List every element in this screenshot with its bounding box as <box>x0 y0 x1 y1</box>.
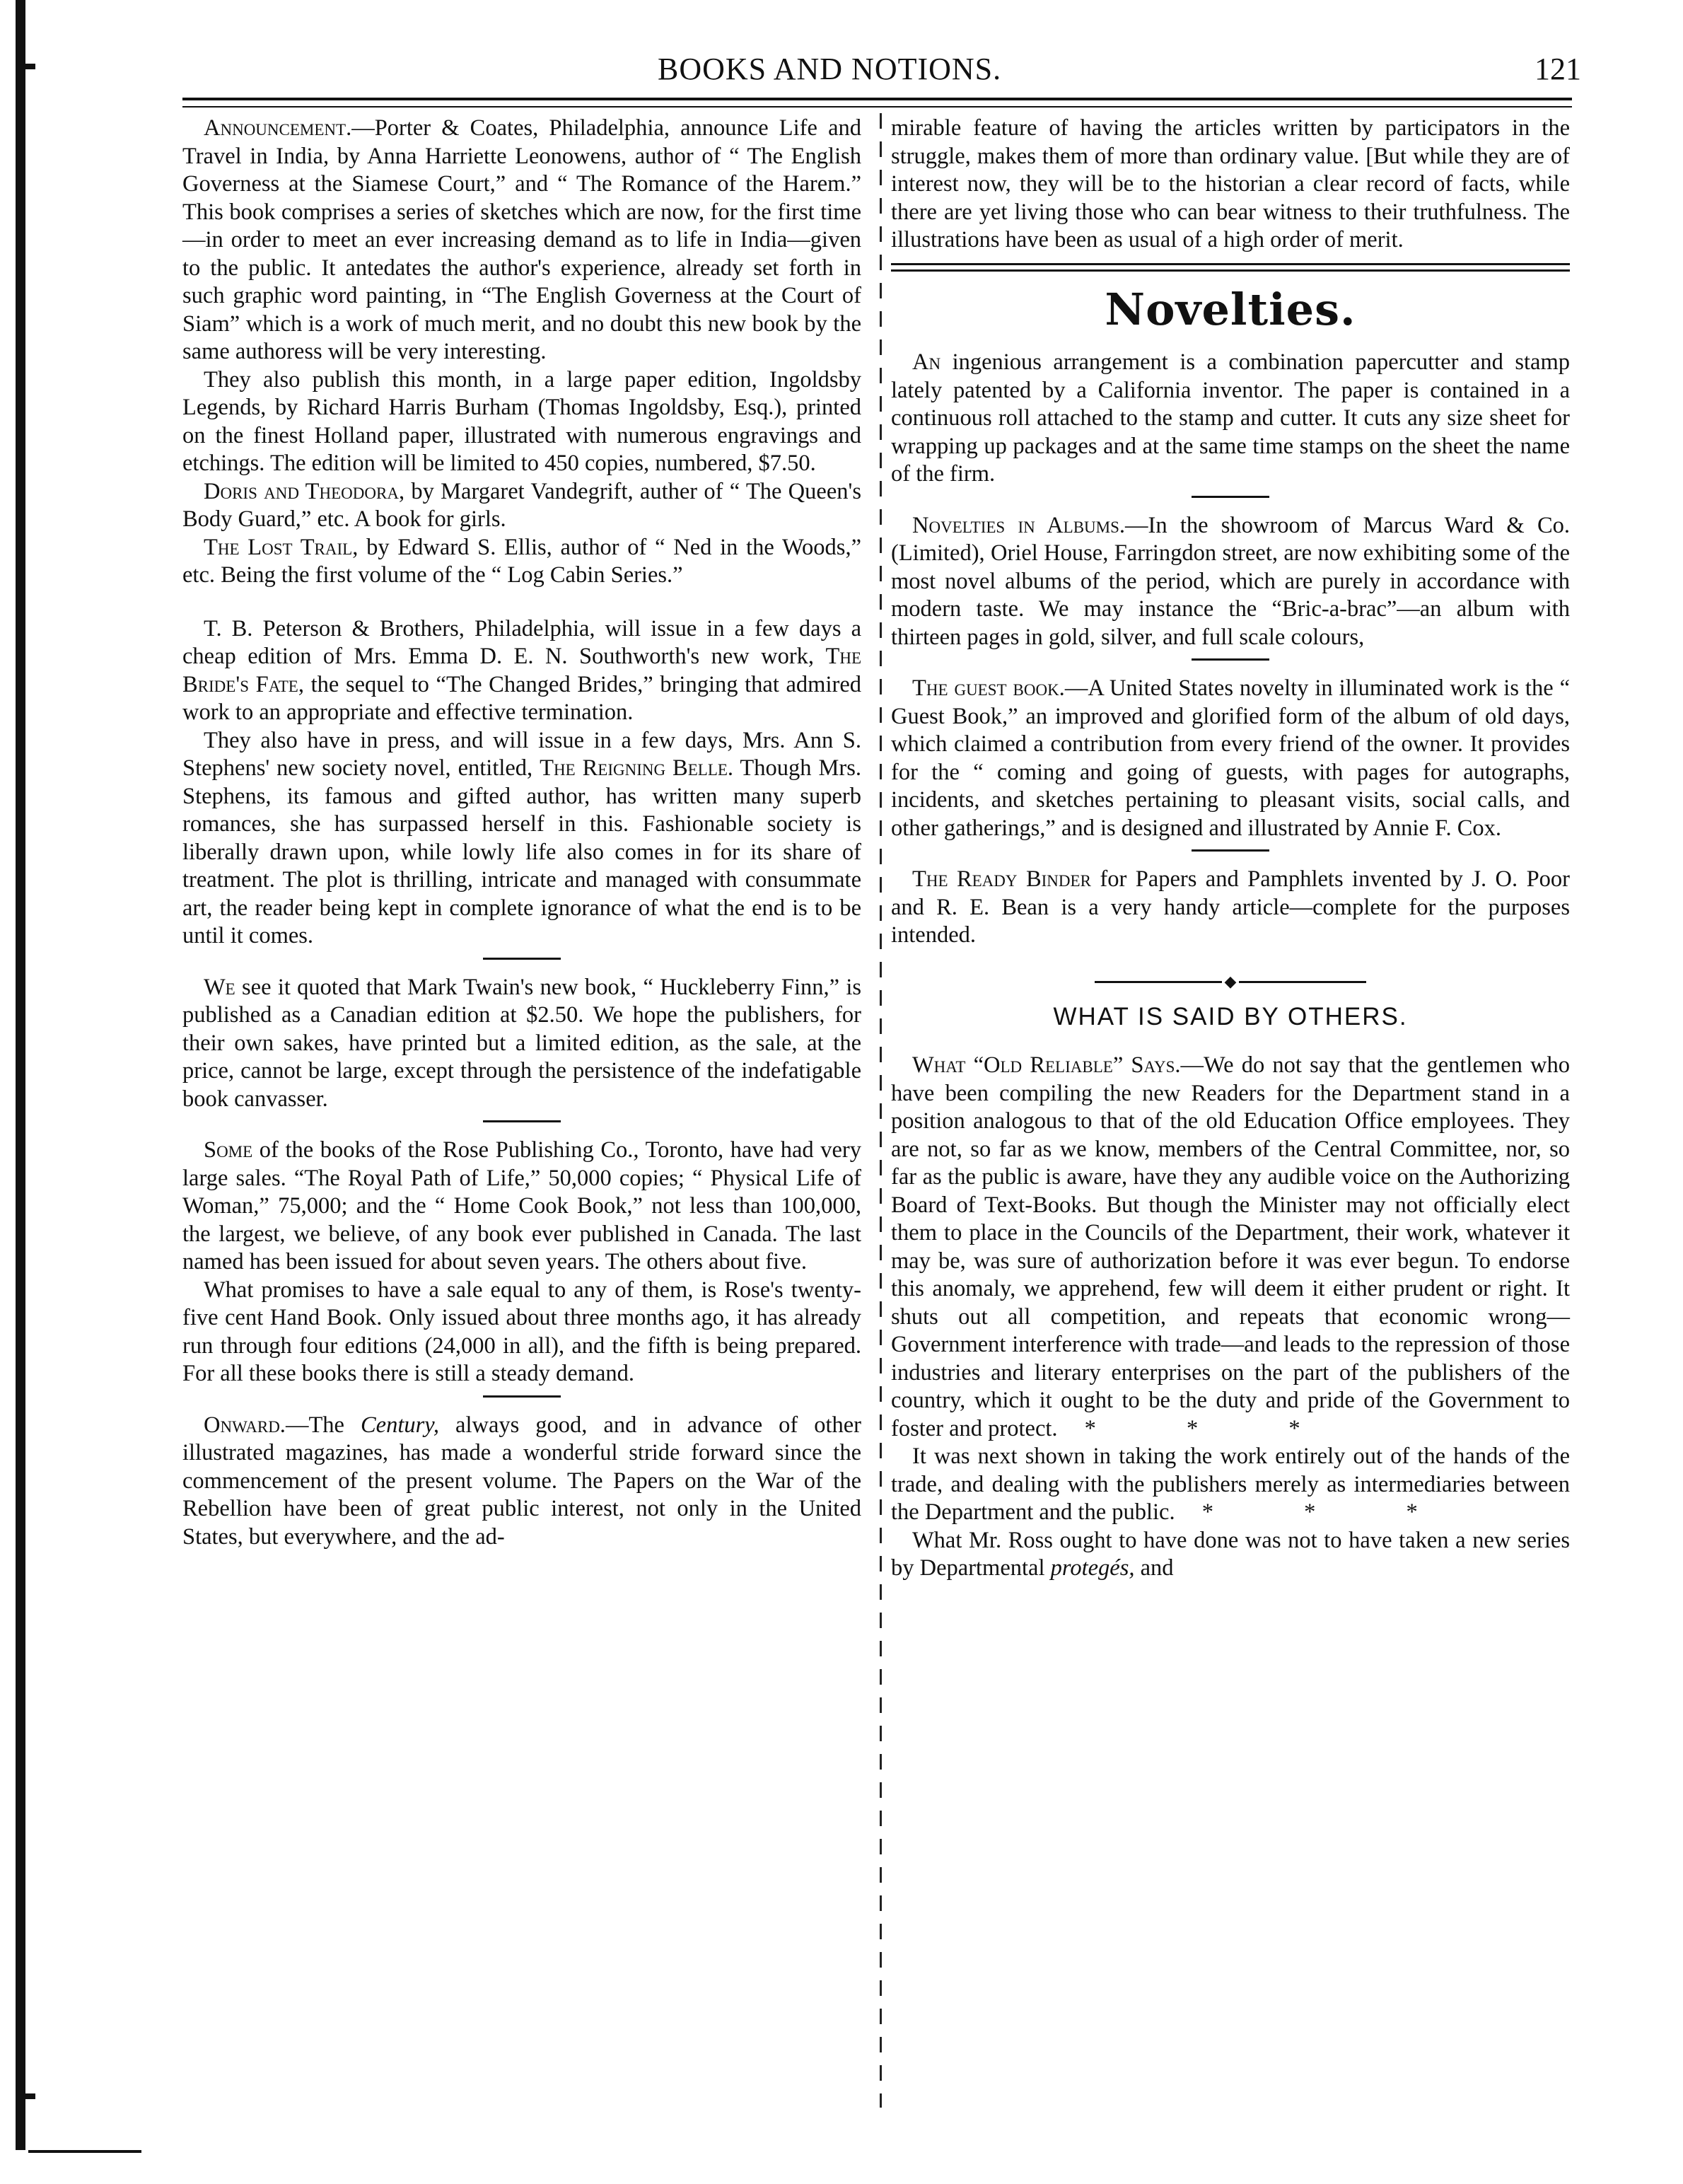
header-rule-thin <box>182 106 1572 108</box>
separator-rule <box>1192 496 1269 498</box>
guest-book-paragraph: The guest book.—A United States novelty in illuminated work is the “ Guest Book,” an improved and glorified form of the album of old days, which claimed a contribution from every friend of the owner. It provides for the “ coming and going of guests, with pages for autographs, incidents, and sketches pertaining to pleasant visits, social calls, and other gatherings,” and is designed and illustrated by Annie F. Cox. <box>891 675 1570 841</box>
ornament-divider: ◆ <box>891 967 1570 996</box>
huckleberry-paragraph: We see it quoted that Mark Twain's new book, “ Huckleberry Finn,” is published as a Canadian edition at $2.50. We hope the publishers, for their own sakes, have printed but a limited edition, as the sale, at the price, cannot be large, except through the persistence of the indefatigable book canvasser. <box>182 974 861 1112</box>
double-rule <box>891 263 1570 272</box>
ready-binder-paragraph: The Ready Binder for Papers and Pamphlets invented by J. O. Poor and R. E. Bean is a very handy article—complete for the purposes intended. <box>891 866 1571 948</box>
old-reliable-paragraph: What “Old Reliable” Says.—We do not say that the gentlemen who have been compiling the new Readers for the Department stand in a position analogous to that of the old Education Office employees. They are not, so far as we know, members of the Central Committee, nor, so far as the public is aware, have they any audible voice on the Authorizing Board of Text-Books. But though the Minister may not officially elect them to place in the Councils of the Department, their work, whatever it may be, was sure of authorization before it was ever begun. To endorse this anomaly, we apprehend, few will deem it either prudent or right. It shuts out all competition, and repeats that economic wrong—Government interference with trade—and leads to the repression of those industries and literary enterprises on the part of the publishers of the country, which it ought to be the duty and pride of the Government to foster and protect. * * * <box>891 1052 1570 1441</box>
binding-mark <box>25 2093 35 2099</box>
reigning-belle-paragraph: They also have in press, and will issue in a few days, Mrs. Ann S. Stephens' new society novel, entitled, The Reigning Belle. Though Mrs. Stephens, its famous and gifted author, has written many superb romances, she has surpassed herself in this. Fashionable society is liberally drawn upon, while lowly life also comes in for its share of treatment. The plot is thrilling, intricate and managed with consummate art, the reader being kept in complete ignorance of what the end is to be until it comes. <box>182 727 861 948</box>
peterson-paragraph: T. B. Peterson & Brothers, Philadelphia, will issue in a few days a cheap edition of Mrs. Emma D. E. N. Southworth's new work, The Bride's Fate, the sequel to “The Changed Brides,” bringing that admired work to an appropriate and effective termination. <box>182 615 861 725</box>
onward-paragraph: Onward.—The Century, always good, and in advance of other illustrated magazines, has made a wonderful stride forward since the commencement of the present volume. The Papers on the War of the Rebellion have been of great public interest, not only in the United States, but everywhere, and the ad- <box>182 1412 861 1550</box>
albums-paragraph: Novelties in Albums.—In the showroom of Marcus Ward & Co. (Limited), Oriel House, Farringdon street, are now exhibiting some of the most novel albums of the period, which are purely in accordance with modern taste. We may instance the “Bric-a-brac”—an album with thirteen pages in gold, silver, and full scale colours, <box>891 512 1570 650</box>
right-column <box>891 115 1570 1583</box>
page-number: 121 <box>1534 52 1581 86</box>
next-shown-paragraph: It was next shown in taking the work entirely out of the hands of the trade, and dealing with the publishers merely as intermediaries between the Department and the public. * * * <box>891 1444 1570 1526</box>
separator-rule <box>1192 658 1269 661</box>
rose-publishing-paragraph: Some of the books of the Rose Publishing Co., Toronto, have had very large sales. “The Royal Path of Life,” 50,000 copies; “ Physical Life of Woman,” 75,000; and the “ Home Cook Book,” not less than 100,000, the largest, we believe, of any book ever published in Canada. The last named has been issued for about seven years. The others about five. <box>182 1137 861 1274</box>
column-divider <box>880 113 882 2108</box>
mr-ross-paragraph: What Mr. Ross ought to have done was not to have taken a new series by Departmental protegés, and <box>891 1527 1570 1581</box>
doris-theodora-paragraph: Doris and Theodora, by Margaret Vandegrift, auther of “ The Queen's Body Guard,” etc. A book for girls. <box>182 478 862 532</box>
separator-rule <box>483 1395 561 1398</box>
header-rule <box>182 98 1572 100</box>
novelties-heading: Novelties. <box>1105 283 1356 335</box>
papercutter-paragraph: An ingenious arrangement is a combination papercutter and stamp lately patented by a California inventor. The paper is contained in a continuous roll attached to the stamp and cutter. It cuts any size sheet for wrapping up packages and at the same time stamps on the sheet the name of the firm. <box>891 349 1570 487</box>
century-continuation-paragraph: mirable feature of having the articles written by participators in the struggle, makes them of more than ordinary value. [But while they are of interest now, they will be to the historian a clear record of facts, while there are yet living those who can bear witness to their truthfulness. The illustrations have been as usual of a high order of merit. <box>891 115 1570 252</box>
separator-rule <box>1192 849 1269 852</box>
ingoldsby-paragraph: They also publish this month, in a large paper edition, Ingoldsby Legends, by Richard Harris Burham (Thomas Ingoldsby, Esq.), printed on the finest Holland paper, illustrated with numerous engravings and etchings. The edition will be limited to 450 copies, numbered, $7.50. <box>182 366 861 476</box>
announcement-paragraph: Announcement.—Porter & Coates, Philadelphia, announce Life and Travel in India, by Anna Harriette Leonowens, author of “ The English Governess at the Siamese Court,” and “ The Romance of the Harem.” This book comprises a series of sketches which are now, for the first time—in order to meet an ever increasing demand as to life in India—given to the public. It antedates the author's experience, already set forth in such graphic word painting, in “The English Governess at the Court of Siam” which is a work of much merit, and no doubt this new book by the same authoress will be very interesting. <box>182 115 861 364</box>
left-column <box>182 115 861 1551</box>
separator-rule <box>483 958 561 960</box>
hand-book-paragraph: What promises to have a sale equal to any of them, is Rose's twenty-five cent Hand Book. Only issued about three months ago, it has already run through four editions (24,000 in all), and the fifth is being prepared. For all these books there is still a steady demand. <box>182 1277 861 1386</box>
bottom-rule <box>28 2150 141 2153</box>
lost-trail-paragraph: The Lost Trail, by Edward S. Ellis, author of “ Ned in the Woods,” etc. Being the first volume of the “ Log Cabin Series.” <box>182 534 861 588</box>
running-header: BOOKS AND NOTIONS. <box>658 52 1002 86</box>
binding-edge <box>16 0 25 2150</box>
section-heading: WHAT IS SAID BY OTHERS. <box>1053 1002 1408 1030</box>
separator-rule <box>483 1120 561 1122</box>
binding-mark <box>25 64 35 69</box>
